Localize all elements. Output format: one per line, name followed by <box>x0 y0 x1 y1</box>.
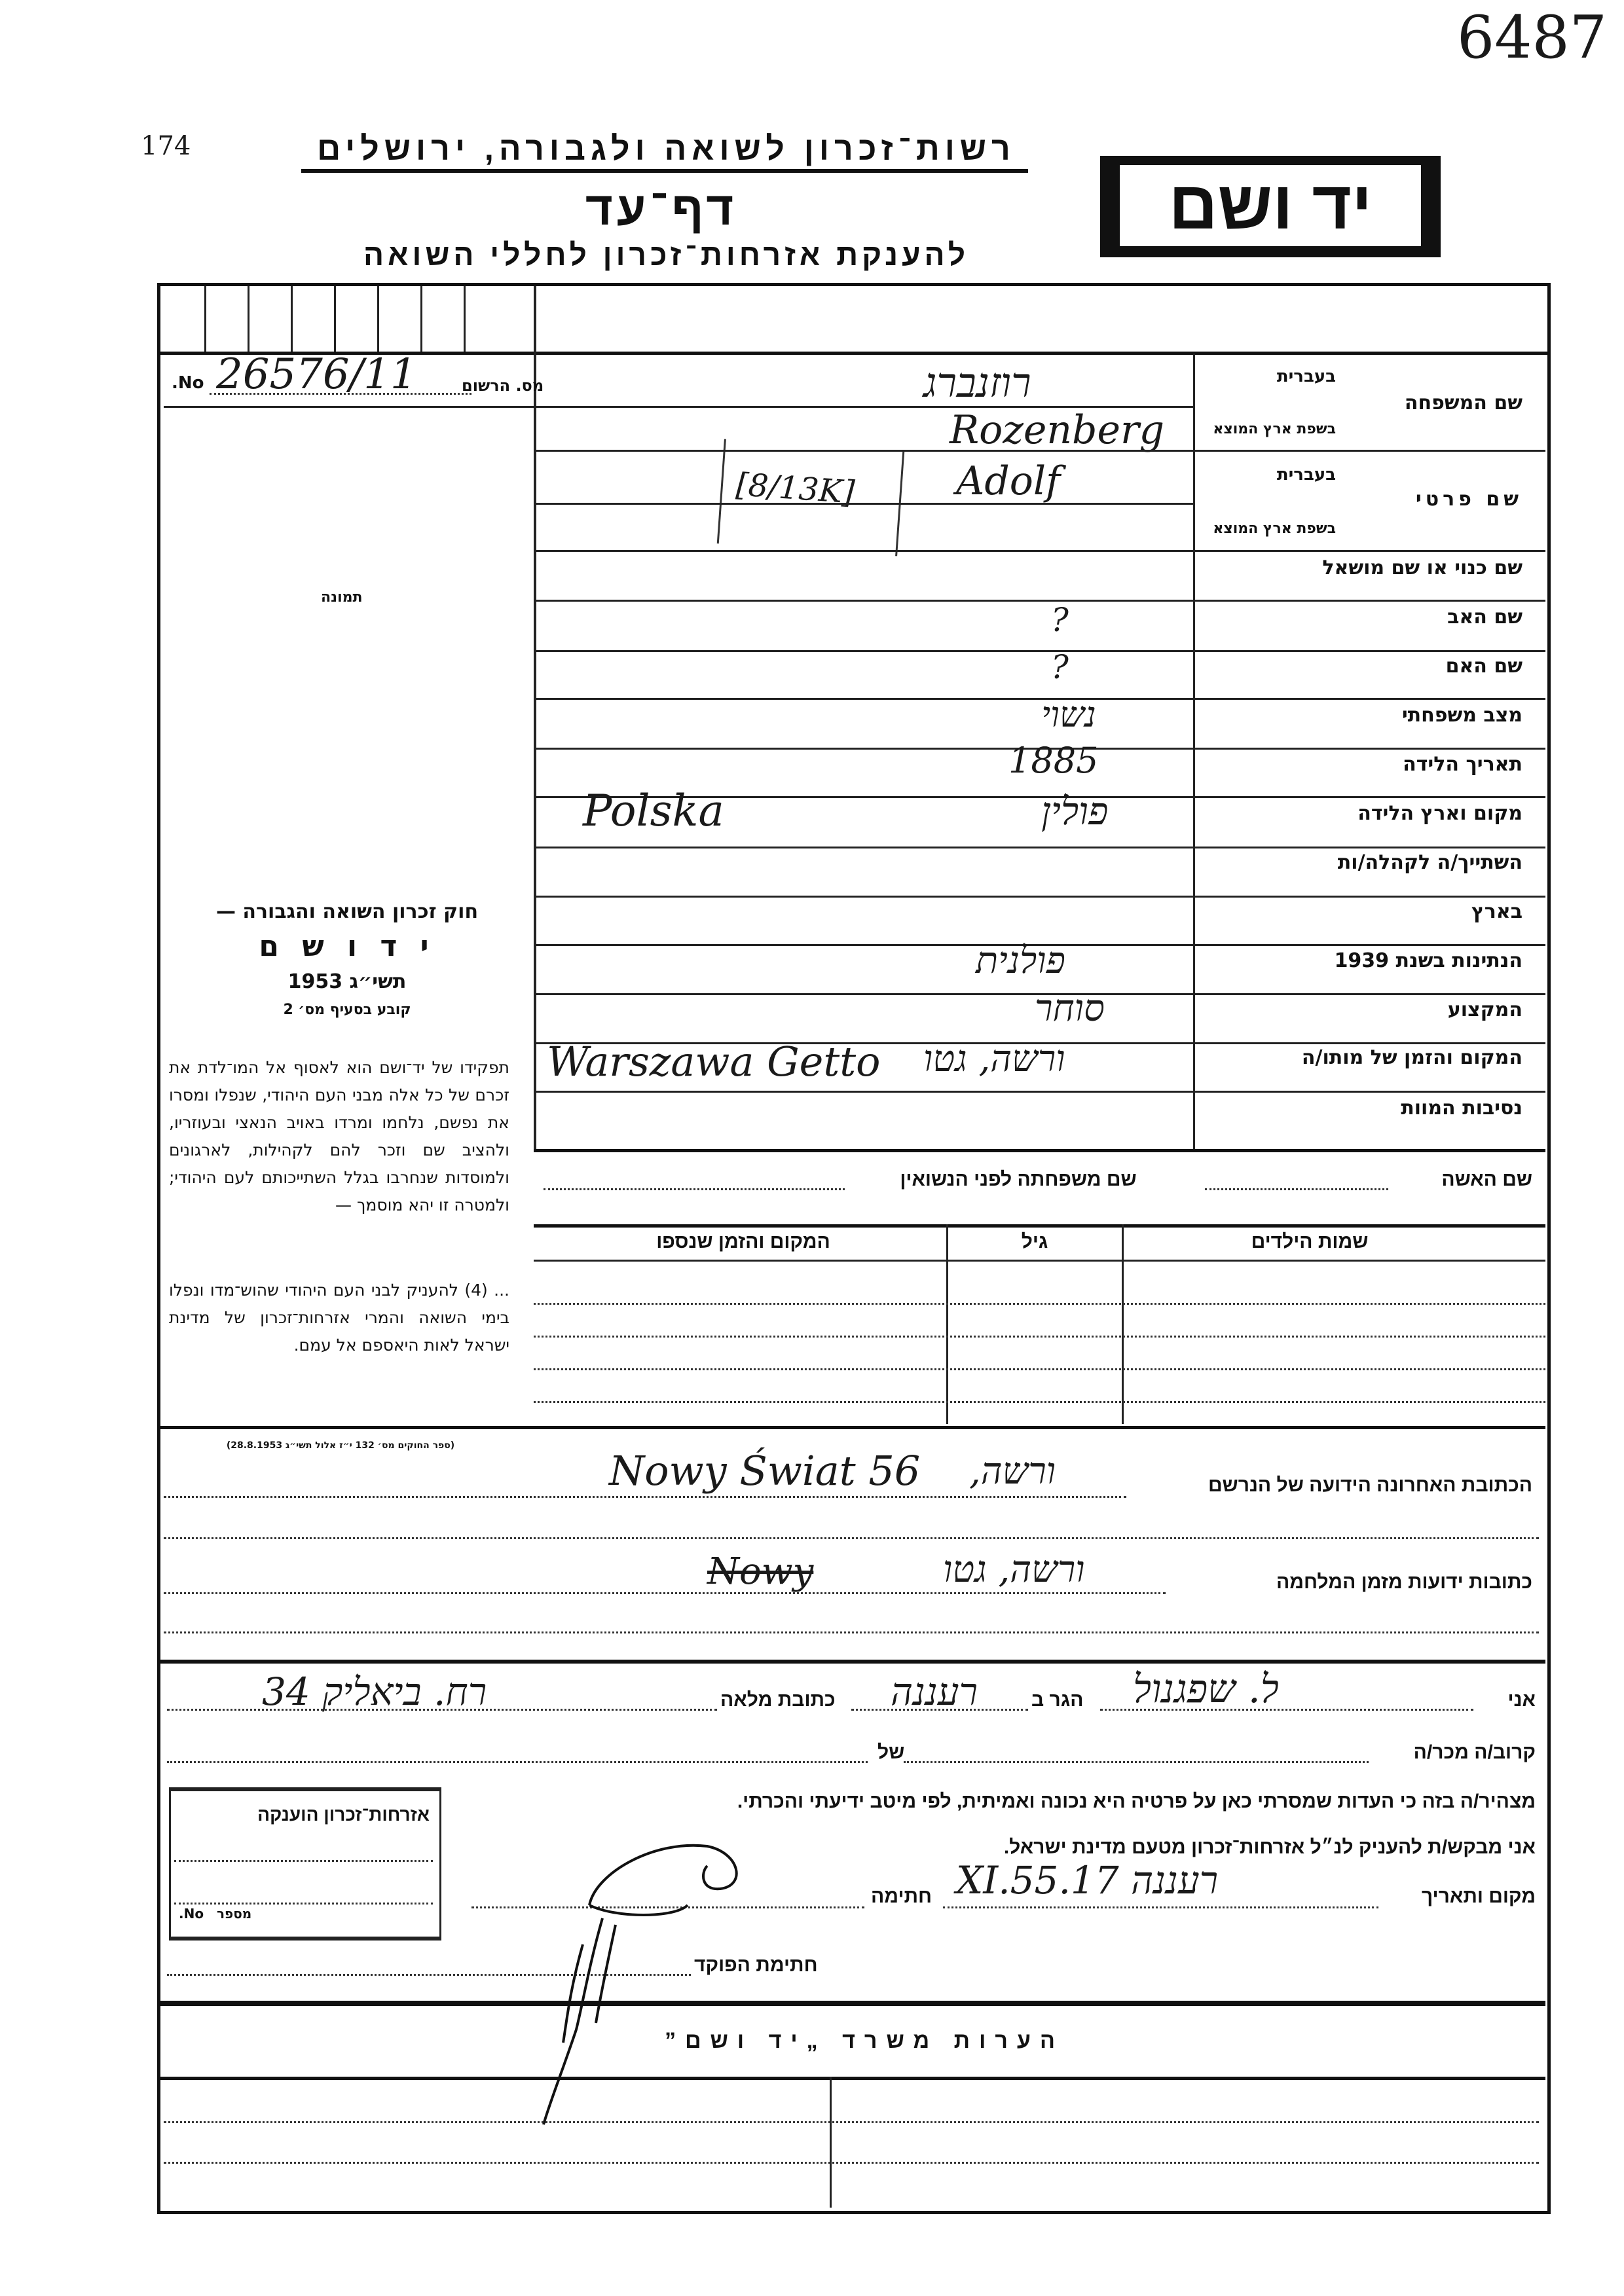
spouse-maiden-input-line <box>544 1188 845 1190</box>
citizenship-box-line <box>174 1903 433 1904</box>
registration-label: מס. הרשום <box>462 376 544 395</box>
strip-cell <box>248 286 249 352</box>
country-label: בארץ <box>1471 900 1522 923</box>
death-circumstances-label: נסיבות המוות <box>1401 1097 1522 1120</box>
death-place-local-value: Warszawa Getto <box>547 1038 881 1085</box>
citizenship-value: פולנית <box>976 939 1065 982</box>
address-extra-line <box>164 1631 1539 1633</box>
office-notes-title: הערות משרד „יד ושם” <box>665 2028 1064 2053</box>
label-column-divider <box>1193 354 1195 1149</box>
photo-label: תמונה <box>321 589 363 606</box>
first-name-local-label: בשפת ארץ המוצא <box>1213 520 1336 537</box>
submitter-lives-label: הגר ב <box>1031 1689 1084 1711</box>
surname-hebrew-line <box>534 406 1193 408</box>
last-address-local: Nowy Świat 56 <box>609 1447 921 1495</box>
submitter-address: רח. ביאליק 34 <box>262 1669 487 1714</box>
submitter-signature <box>576 1833 786 1925</box>
spouse-maiden-label: שם משפחתה לפני הנשואין <box>900 1169 1137 1190</box>
wartime-address-hebrew: ורשה, גטו <box>943 1548 1085 1591</box>
community-label: השתייך/ה לקהלה/ות <box>1337 851 1522 874</box>
relative-line <box>904 1761 1369 1763</box>
children-col-place: המקום והזמן שנספו <box>656 1231 830 1252</box>
row-divider <box>534 450 1545 452</box>
birth-place-local-value: Polska <box>583 786 724 836</box>
notes-column-divider <box>830 2077 832 2208</box>
row-divider <box>534 1091 1545 1093</box>
registration-underline <box>164 406 534 408</box>
table-row <box>534 1303 1545 1305</box>
sheet-number: 174 <box>141 131 191 161</box>
strip-cell <box>291 286 293 352</box>
strip-cell <box>334 286 336 352</box>
row-divider <box>534 600 1545 602</box>
table-row <box>534 1336 1545 1338</box>
first-name-local-value: Adolf <box>956 458 1061 504</box>
death-place-hebrew-value: ורשה, גטו <box>923 1038 1065 1080</box>
surname-hebrew-label: בעברית <box>1276 367 1336 386</box>
first-name-hebrew-line <box>534 503 1193 505</box>
yad-vashem-logo <box>1100 156 1441 257</box>
wartime-address-struck: Nowy <box>707 1550 814 1593</box>
notes-line <box>164 2121 1539 2123</box>
submitter-address-label: כתובת מלאה <box>720 1689 836 1711</box>
birth-date-value: 1885 <box>1008 740 1099 781</box>
marital-label: מצב משפחתי <box>1401 704 1522 727</box>
strip-cell <box>204 286 206 352</box>
registration-number: 26576/11 <box>216 350 417 399</box>
first-name-hebrew-label: בעברית <box>1276 465 1336 484</box>
row-divider <box>534 847 1545 848</box>
wartime-address-label: כתובות ידועות מזמן המלחמה <box>1276 1571 1532 1593</box>
archive-page-number: 6487 <box>1457 3 1608 72</box>
notes-line <box>164 2162 1539 2164</box>
wartime-address-line <box>164 1592 1166 1594</box>
last-address-line <box>164 1496 1126 1498</box>
last-address-label: הכתובת האחרונה הידועה של הנרשם <box>1208 1474 1532 1496</box>
section-divider <box>160 1426 1545 1429</box>
address-extra-line <box>164 1537 1539 1539</box>
signature-label: חתימה <box>871 1886 932 1907</box>
father-label: שם האב <box>1447 606 1522 629</box>
relative-of-line <box>167 1761 868 1763</box>
registration-no-label: No. <box>172 373 204 393</box>
declaration-text: מצהיר/ה בזה כי העדות שמסרתי כאן על פרטיה היא נכונה ואמיתית, לפי מיטב ידיעתי והכרתי. <box>737 1791 1536 1812</box>
law-year: תשי״ג 1953 <box>287 970 407 993</box>
children-col-age: גיל <box>1021 1231 1048 1252</box>
mother-value: ? <box>1051 648 1069 686</box>
surname-label: שם המשפחה <box>1404 392 1522 414</box>
submitter-city: רעננה <box>891 1669 978 1714</box>
spouse-label: שם האשה <box>1441 1169 1532 1190</box>
birth-place-hebrew-value: פולין <box>1041 789 1109 833</box>
law-title: חוק זכרון השואה והגבורה — <box>215 900 479 923</box>
left-column-divider <box>534 286 536 1149</box>
logo-text: יד ושם <box>1120 165 1421 246</box>
place-date-value: רעננה 17.XI.55 <box>956 1858 1219 1903</box>
law-name: י ד ו ש ם <box>259 930 435 963</box>
relative-of-label: של <box>877 1741 905 1763</box>
profession-value: סוחר <box>1035 987 1105 1030</box>
place-date-label: מקום ותאריך <box>1421 1886 1536 1907</box>
citizenship-box-number-label: מספר <box>217 1906 252 1922</box>
section-divider <box>160 2077 1545 2080</box>
surname-local-label: בשפת ארץ המוצא <box>1213 421 1336 437</box>
place-date-line <box>943 1906 1378 1908</box>
birth-place-label: מקום וארץ הלידה <box>1357 802 1522 825</box>
row-divider <box>534 698 1545 700</box>
relative-label: קרוב/ה מכר/ה <box>1413 1741 1536 1763</box>
submitter-i-label: אני <box>1507 1689 1536 1711</box>
citizenship-box-title: אזרחות־זכרון הוענקה <box>257 1804 430 1825</box>
section-divider <box>534 1149 1545 1152</box>
table-top <box>534 1224 1545 1228</box>
surname-hebrew-value: רוזנברג <box>923 359 1031 407</box>
section-divider <box>160 1660 1545 1664</box>
nickname-label: שם כנוי או שם מושאל <box>1322 556 1522 579</box>
marital-value: נשוי <box>1041 694 1096 735</box>
row-divider <box>534 550 1545 552</box>
death-place-label: המקום והזמן של מותו/ה <box>1301 1046 1522 1069</box>
citizenship-granted-box <box>169 1787 441 1941</box>
submitter-name: ל. שפגנול <box>1133 1666 1279 1712</box>
table-row <box>534 1368 1545 1370</box>
law-clause: קובע בסעיף מס׳ 2 <box>283 1002 411 1018</box>
section-divider <box>160 2001 1545 2006</box>
surname-local-value: Rozenberg <box>950 407 1165 453</box>
request-text: אני מבקש/ת להעניק לנ״ל אזרחות־זכרון מטעם מדינת ישראל. <box>1003 1836 1536 1858</box>
table-column-divider <box>1122 1224 1124 1424</box>
row-divider <box>534 896 1545 898</box>
archive-stamp: [8/13K] <box>717 439 904 556</box>
birth-date-label: תאריך הלידה <box>1403 753 1522 776</box>
spouse-input-line <box>1205 1188 1388 1190</box>
last-address-hebrew: ורשה, <box>969 1450 1056 1493</box>
first-name-label: שם פרטי <box>1415 488 1522 511</box>
citizenship-box-no-label: No. <box>179 1906 204 1922</box>
profession-label: המקצוע <box>1447 998 1522 1021</box>
table-row <box>534 1401 1545 1403</box>
law-source: (ספר החוקים מס׳ 132 י״ז אלול תשי״ג 28.8.1953) <box>226 1440 455 1451</box>
citizenship-label: הנתינות בשנת 1939 <box>1334 949 1522 972</box>
row-divider <box>534 650 1545 652</box>
law-paragraph-1: תפקידו של יד־ושם הוא לאסוף אל המו־לדת את זכרם של כל אלה מבני העם היהודי, שנפלו ומסרו את נפשם, נלחמו ומרדו באויב הנאצי ובעוזריו, ולהציב שם וזכר להם לקהילות, לארגונים ולמוסדות שנחרבו בגלל השתייכותם לעם היהודי; ולמטרה זו יהא מוסמך — <box>169 1058 509 1214</box>
law-paragraph-2: ... (4) להעניק לבני העם היהודי שהוש־מדו ונפלו בימי השואה והמרי אזרחות־זכרון של מדינת ישראל לאות היאספם אל עמם. <box>169 1281 509 1355</box>
strip-cell <box>377 286 379 352</box>
authority-heading: רשות־זכרון לשואה ולגבורה, ירושלים <box>317 130 1016 167</box>
table-column-divider <box>946 1224 948 1424</box>
table-header-divider <box>534 1260 1545 1262</box>
strip-cell <box>464 286 466 352</box>
heading-underline <box>301 169 1028 173</box>
strip-cell <box>420 286 422 352</box>
father-value: ? <box>1051 601 1069 639</box>
citizenship-box-line <box>174 1860 433 1862</box>
mother-label: שם האם <box>1445 655 1522 678</box>
children-col-names: שמות הילדים <box>1251 1231 1369 1252</box>
officer-signature-label: חתימת הפוקד <box>694 1954 818 1976</box>
page-title: דף־עד <box>585 183 738 235</box>
officer-signature <box>537 1912 668 2128</box>
page-subtitle: להענקת אזרחות־זכרון לחללי השואה <box>363 238 969 272</box>
